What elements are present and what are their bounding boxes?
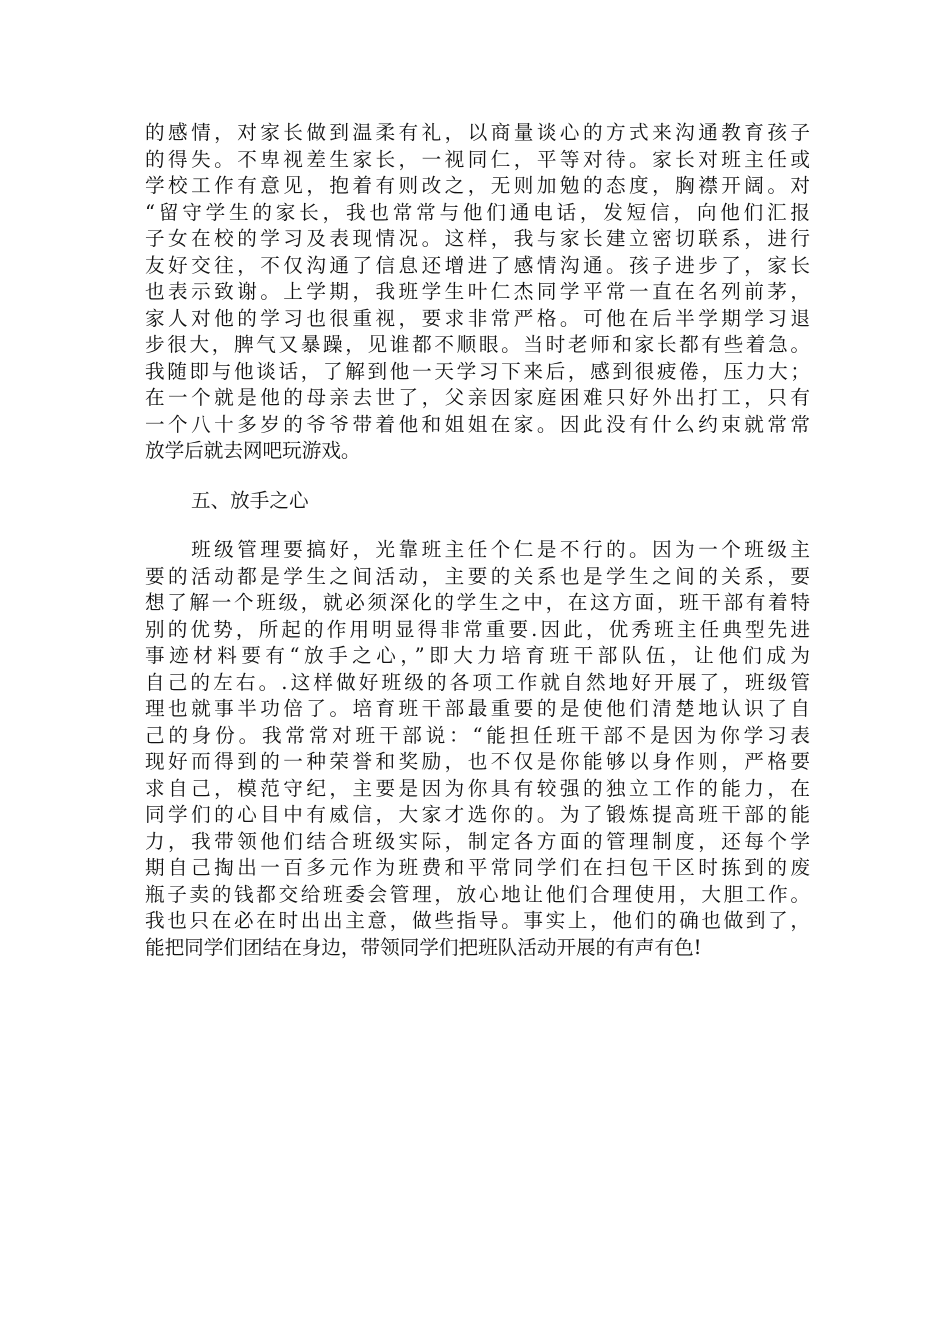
- text-line: 要的活动都是学生之间活动，主要的关系也是学生之间的关系，要: [145, 564, 810, 588]
- text-line: 的感情，对家长做到温柔有礼，以商量谈心的方式来沟通教育孩子: [145, 121, 810, 144]
- text-line: 在一个就是他的母亲去世了，父亲因家庭困难只好外出打工，只有: [145, 386, 810, 409]
- text-line: 想了解一个班级，就必须深化的学生之中，在这方面，班干部有着特: [145, 591, 810, 614]
- text-line: 理也就事半功倍了。培育班干部最重要的是使他们清楚地认识了自: [145, 697, 810, 720]
- text-line: 求自己，模范守纪，主要是因为你具有较强的独立工作的能力，在: [145, 776, 810, 800]
- text-line: 能把同学们团结在身边，带领同学们把班队活动开展的有声有色!: [145, 935, 702, 959]
- paragraph-spacer: [145, 465, 810, 488]
- text-line: 别的优势，所起的作用明显得非常重要.因此，优秀班主任典型先进: [145, 617, 810, 641]
- text-line: 力，我带领他们结合班级实际，制定各方面的管理制度，还每个学: [145, 829, 810, 853]
- text-line: 己的身份。我常常对班干部说：“能担任班干部不是因为你学习表: [145, 723, 810, 747]
- paragraph-family-communication: [145, 120, 810, 465]
- text-line: 子女在校的学习及表现情况。这样，我与家长建立密切联系，进行: [145, 227, 810, 250]
- text-line: 的得失。不卑视差生家长，一视同仁，平等对待。家长对班主任或: [145, 147, 810, 171]
- text-line: 自己的左右。.这样做好班级的各项工作就自然地好开展了，班级管: [145, 670, 810, 694]
- text-line: 我随即与他谈话，了解到他一天学习下来后，感到很疲倦，压力大；: [145, 359, 810, 383]
- text-line: 期自己掏出一百多元作为班费和平常同学们在扫包干区时拣到的废: [145, 856, 810, 879]
- paragraph-spacer: [145, 514, 810, 537]
- document-page: [145, 120, 810, 961]
- text-line: 同学们的心目中有威信，大家才选你的。为了锻炼提高班干部的能: [145, 803, 810, 826]
- text-line: 友好交往，不仅沟通了信息还增进了感情沟通。孩子进步了，家长: [145, 253, 810, 277]
- text-line: 一个八十多岁的爷爷带着他和姐姐在家。因此没有什么约束就常常: [145, 412, 810, 436]
- text-line: 也表示致谢。上学期，我班学生叶仁杰同学平常一直在名列前茅，: [145, 280, 810, 303]
- section-heading: 五、放手之心: [191, 488, 309, 512]
- text-line: 事迹材料要有“放手之心，”即大力培育班干部队伍，让他们成为: [145, 644, 810, 667]
- text-line: 班级管理要搞好，光靠班主任个仁是不行的。因为一个班级主: [145, 538, 810, 561]
- text-line: 家人对他的学习也很重视，要求非常严格。可他在后半学期学习退: [145, 306, 810, 330]
- text-line: 步很大，脾气又暴躁，见谁都不顺眼。当时老师和家长都有些着急。: [145, 333, 810, 356]
- text-line: “留守学生的家长，我也常常与他们通电话，发短信，向他们汇报: [145, 200, 810, 224]
- text-line: 现好而得到的一种荣誉和奖励，也不仅是你能够以身作则，严格要: [145, 750, 810, 773]
- paragraph-class-cadre: [145, 537, 810, 961]
- text-line: 我也只在必在时出出主意，做些指导。事实上，他们的确也做到了，: [145, 909, 810, 932]
- text-line: 放学后就去网吧玩游戏。: [145, 439, 361, 462]
- text-line: 学校工作有意见，抱着有则改之，无则加勉的态度，胸襟开阔。对: [145, 174, 810, 197]
- text-line: 瓶子卖的钱都交给班委会管理，放心地让他们合理使用，大胆工作。: [145, 882, 810, 906]
